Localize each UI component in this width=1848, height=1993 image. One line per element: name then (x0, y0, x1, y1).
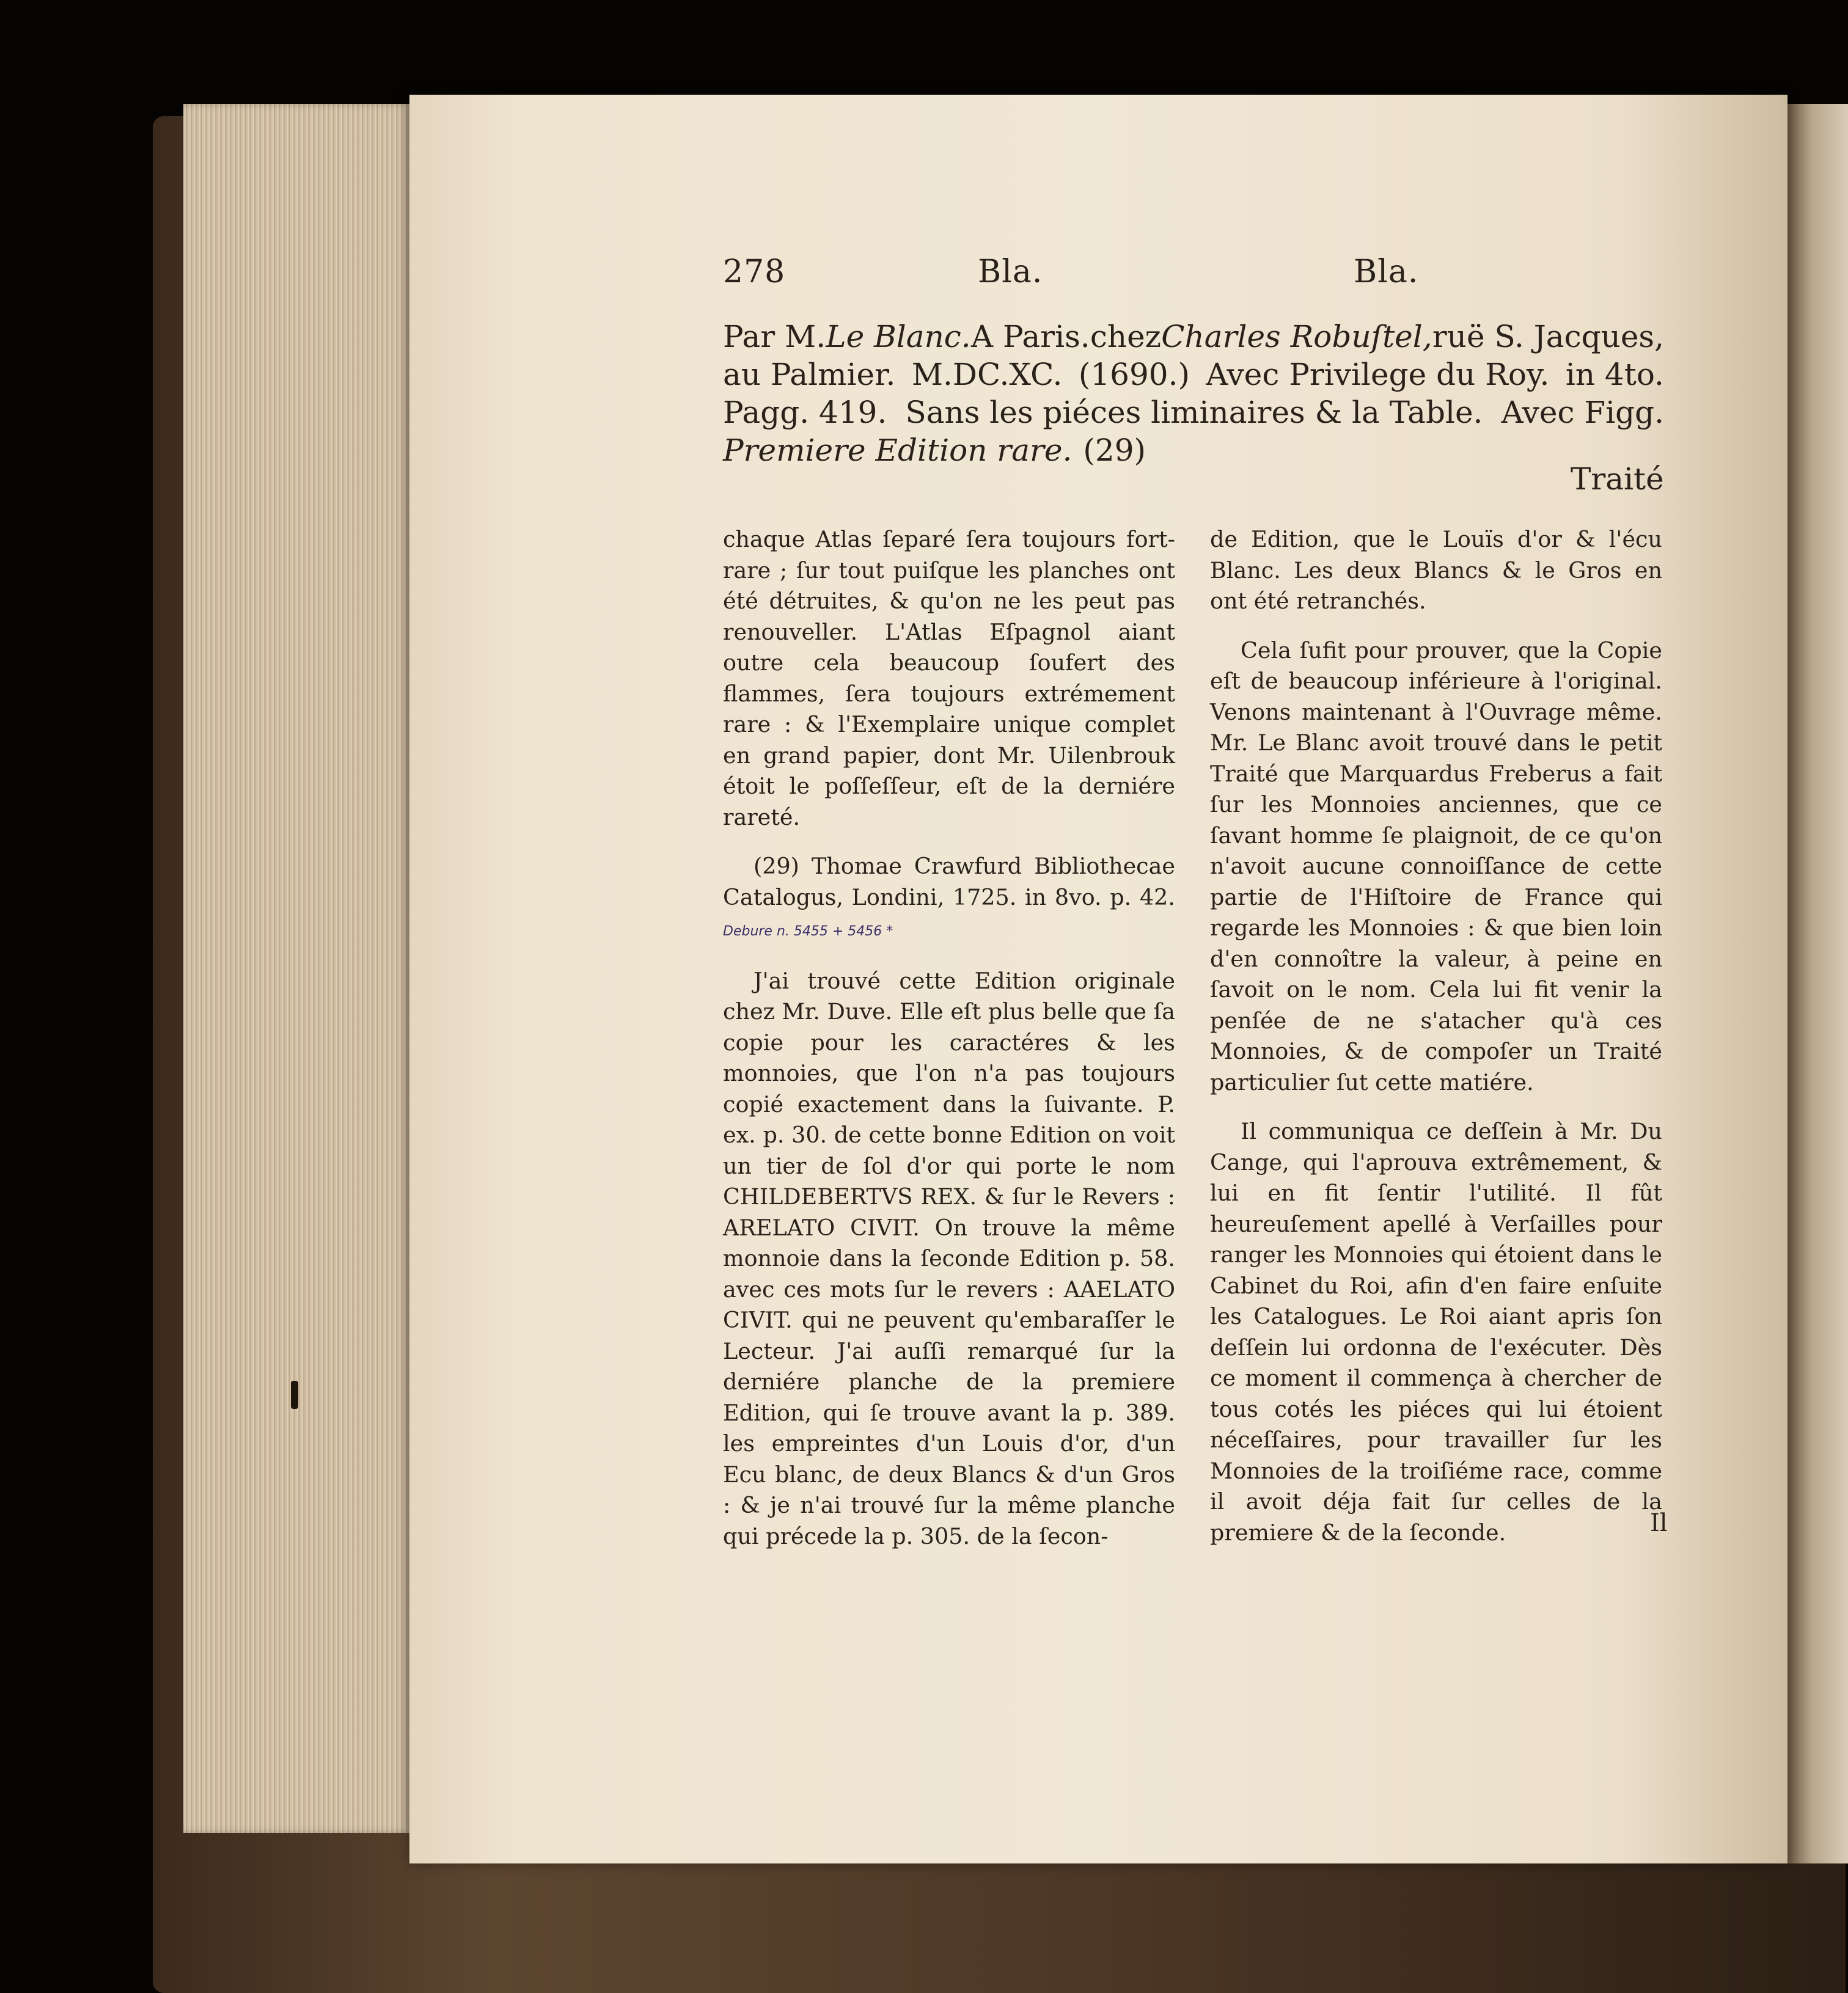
footnote-29 (723, 851, 1175, 948)
catchword-top: Traité (1571, 461, 1664, 497)
heading-author: Le Blanc. (826, 319, 971, 354)
paragraph: de Edition, que le Louïs d'or & l'écu Blanc. Les deux Blancs & le Gros en ont été retranchés. (1210, 526, 1662, 614)
heading-text: Avec Privilege du Roy. (1206, 357, 1550, 392)
heading-text: au Palmier. (723, 357, 896, 392)
left-column (723, 524, 1175, 1570)
facing-page-edge (1788, 104, 1848, 1863)
heading-edition: Premiere Edition rare. (723, 433, 1072, 468)
paragraph: Il communiqua ce deſſein à Mr. Du Cange, qui l'aprouva extrêmement, & lui en fit ſentir l'utilité. Il fût heureuſement apellé à Verſailles pour ranger les Monnoies qui étoient dans le Cabinet du Roi, afin d'en faire enſuite les Catalogues. Le Roi aiant apris ſon deſſein lui ordonna de l'exécuter. Dès ce moment il commença à chercher de tous cotés les piéces qui lui étoient néceſſaires, pour travailler ſur les Monnoies de la troiſiéme race, comme il avoit déja fait ſur celles de la premiere & de la ſeconde. (1210, 1118, 1662, 1546)
heading-text: M.DC.XC. (911, 357, 1063, 392)
paragraph: J'ai trouvé cette Edition originale chez Mr. Duve. Elle eſt plus belle que ſa copie pour les caractéres & les monnoies, que l'on n'a pas toujours copié exactement dans la ſuivante. P. ex. p. 30. de cette bonne Edition on voit un tier de ſol d'or qui porte le nom CHILDEBERTVS REX. & ſur le Revers : ARELATO CIVIT. On trouve la même monnoie dans la ſeconde Edition p. 58. avec ces mots ſur le revers : AAELATO CIVIT. qui ne peuvent qu'embaraſſer le Lecteur. J'ai auſſi remarqué ſur la derniére planche de la premiere Edition, qui ſe trouve avant la p. 389. les empreintes d'un Louis d'or, d'un Ecu blanc, de deux Blancs & d'un Gros : & je n'ai trouvé ſur la même planche qui précede la p. 305. de la ſecon- (723, 967, 1175, 1549)
heading-line-1 (723, 318, 1664, 356)
heading-text: chez (1090, 319, 1162, 354)
page-edges (183, 104, 409, 1833)
running-head-right: Bla. (1354, 254, 1419, 290)
heading-line-4 (723, 431, 1664, 469)
footnote-text: (29) Thomae Crawfurd Bibliothecae Catalogus, Londini, 1725. in 8vo. p. 42. (723, 853, 1175, 910)
edge-mark (291, 1381, 298, 1409)
catchword-bottom: Il (1650, 1509, 1668, 1537)
heading-text: (1690.) (1078, 357, 1190, 392)
page-number: 278 (723, 254, 786, 290)
heading-text: Par M. (723, 319, 826, 354)
bibliographic-heading (723, 318, 1664, 469)
paragraph: Cela ſufit pour prouver, que la Copie eſt de beaucoup inférieure à l'original. Venons maintenant à l'Ouvrage même. Mr. Le Blanc avoit trouvé dans le petit Traité que Marquardus Freberus a fait ſur les Monnoies anciennes, que ce ſavant homme ſe plaignoit, de ce qu'on n'avoit aucune connoiſſance de cette partie de l'Hiſtoire de France qui regarde les Monnoies : & que bien loin d'en connoître la valeur, à peine en ſavoit on le nom. Cela lui fit venir la penſée de ne s'atacher qu'à ces Monnoies, & de compoſer un Traité particulier ſut cette matiére. (1210, 637, 1662, 1095)
heading-publisher: Charles Robuſtel, (1161, 319, 1432, 354)
heading-text: Sans les piéces liminaires & la Table. (905, 395, 1483, 430)
right-column (1210, 524, 1662, 1567)
footnote-ref: (29) (1083, 433, 1146, 468)
heading-text: Avec Figg. (1501, 395, 1664, 430)
heading-line-2 (723, 356, 1664, 393)
paragraph: chaque Atlas ſeparé ſera toujours fort-rare ; ſur tout puiſque les planches ont été détruites, & qu'on ne les peut pas renouveller. L'Atlas Eſpagnol aiant outre cela beaucoup ſoufert des flammes, ſera toujours extrémement rare : & l'Exemplaire unique complet en grand papier, dont Mr. Uilenbrouk étoit le poſſeſſeur, eſt de la derniére rareté. (723, 526, 1175, 830)
heading-line-3 (723, 393, 1664, 431)
handwritten-note: Debure n. 5455 + 5456 * (723, 924, 893, 939)
heading-text: A Paris. (970, 319, 1090, 354)
heading-text: ruë S. Jacques, (1432, 319, 1664, 354)
heading-text: in 4to. (1565, 357, 1664, 392)
heading-text: Pagg. 419. (723, 395, 887, 430)
running-head-left: Bla. (978, 254, 1043, 290)
